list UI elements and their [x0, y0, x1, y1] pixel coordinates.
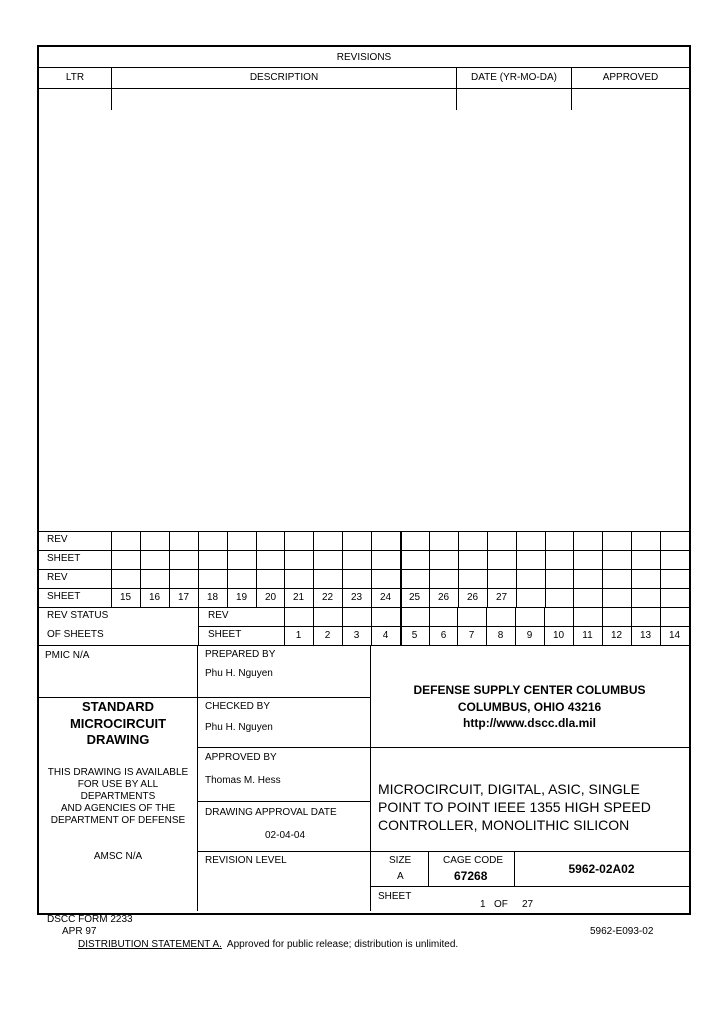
divider: [39, 645, 689, 646]
rev-status-label: REV STATUS: [47, 610, 109, 621]
upper-sheet-number: 26: [466, 592, 479, 603]
lower-sheet-number: 10: [552, 630, 565, 641]
avail-line: DEPARTMENT OF DEFENSE: [50, 815, 186, 826]
lower-status-grid: [39, 607, 689, 645]
form-number: DSCC FORM 2233: [47, 914, 133, 925]
upper-sheet-number: 21: [292, 592, 305, 603]
lower-sheet-number: 14: [668, 630, 681, 641]
divider: [197, 747, 370, 748]
divider: [197, 801, 370, 802]
std-line2: MICROCIRCUIT: [69, 715, 167, 731]
agency-address: COLUMBUS, OHIO 43216: [457, 699, 602, 714]
upper-sheet-number: 19: [235, 592, 248, 603]
size-label: SIZE: [389, 855, 412, 866]
desc-line2: POINT TO POINT IEEE 1355 HIGH SPEED: [378, 799, 651, 815]
approval-date: 02-04-04: [265, 830, 306, 841]
lower-sheet-number: 3: [353, 630, 360, 641]
divider: [39, 88, 689, 89]
drawing-description: [378, 780, 686, 834]
divider: [111, 67, 112, 110]
std-line1: STANDARD: [82, 699, 154, 714]
of-sheets-label: OF SHEETS: [47, 629, 104, 640]
divider: [197, 645, 198, 911]
rev-label: REV: [47, 572, 68, 583]
std-line3: DRAWING: [86, 732, 150, 747]
desc-line1: MICROCIRCUIT, DIGITAL, ASIC, SINGLE: [378, 781, 640, 797]
avail-line: DEPARTMENTS: [80, 791, 156, 802]
agency-name: DEFENSE SUPPLY CENTER COLUMBUS: [413, 683, 646, 697]
availability-notice: [39, 767, 197, 827]
lower-sheet-label: SHEET: [208, 629, 242, 640]
divider: [39, 67, 689, 68]
upper-sheet-number: 15: [119, 592, 132, 603]
lower-sheet-number: 5: [411, 630, 418, 641]
col-approved: APPROVED: [602, 72, 659, 83]
lower-sheet-number: 11: [582, 630, 593, 641]
lower-sheet-number: 1: [295, 630, 302, 641]
lower-sheet-number: 8: [497, 630, 504, 641]
size-value: A: [397, 871, 404, 882]
upper-sheet-number: 16: [148, 592, 161, 603]
divider: [660, 531, 661, 607]
avail-line: THIS DRAWING IS AVAILABLE: [47, 767, 189, 778]
lower-sheet-number: 13: [639, 630, 652, 641]
agency-block: [371, 682, 688, 732]
upper-sheet-columns: [111, 531, 689, 607]
divider: [428, 851, 429, 886]
upper-sheet-number: 22: [321, 592, 334, 603]
divider: [573, 531, 574, 607]
lower-sheet-number: 9: [526, 630, 533, 641]
col-description: DESCRIPTION: [249, 72, 319, 83]
desc-line3: CONTROLLER, MONOLITHIC SILICON: [378, 817, 630, 833]
lower-sheet-number: 4: [382, 630, 389, 641]
upper-sheet-number: 26: [437, 592, 450, 603]
divider: [516, 531, 517, 607]
upper-sheet-number: 27: [495, 592, 508, 603]
distribution-statement: [78, 939, 458, 951]
divider: [198, 607, 199, 645]
standard-drawing-title: [39, 699, 197, 749]
document-code: 5962-E093-02: [590, 926, 654, 937]
checked-by-label: CHECKED BY: [205, 701, 271, 712]
upper-sheet-number: 18: [206, 592, 219, 603]
sheet-of: OF: [494, 899, 508, 910]
divider: [370, 851, 689, 852]
divider: [631, 531, 632, 607]
approval-date-label: DRAWING APPROVAL DATE: [205, 807, 337, 818]
divider: [456, 67, 457, 110]
checked-by-name: Phu H. Nguyen: [205, 722, 273, 733]
distribution-label: DISTRIBUTION STATEMENT A.: [78, 939, 222, 950]
sheet-total: 27: [522, 899, 534, 910]
cage-code-label: CAGE CODE: [443, 855, 504, 866]
upper-sheet-number: 23: [350, 592, 363, 603]
distribution-text: Approved for public release; distribution is unlimited.: [226, 939, 459, 950]
avail-line: FOR USE BY ALL: [77, 779, 159, 790]
pmic: PMIC N/A: [45, 650, 90, 661]
divider: [197, 851, 370, 852]
sheet-label: SHEET: [47, 553, 81, 564]
upper-sheet-number: 20: [264, 592, 277, 603]
lower-sheet-columns: [284, 607, 689, 645]
avail-line: AND AGENCIES OF THE: [60, 803, 176, 814]
col-date: DATE (YR-MO-DA): [471, 72, 557, 83]
lower-sheet-number: 6: [440, 630, 447, 641]
sheet-label: SHEET: [47, 591, 81, 602]
lower-sheet-number: 12: [610, 630, 623, 641]
prepared-by-label: PREPARED BY: [205, 649, 276, 660]
approved-by-name: Thomas M. Hess: [205, 775, 281, 786]
divider: [39, 697, 197, 698]
upper-sheet-number: 24: [379, 592, 392, 603]
sheet-number: 1: [480, 899, 486, 910]
divider: [545, 531, 546, 607]
lower-sheet-number: 2: [324, 630, 331, 641]
divider: [370, 747, 689, 748]
form-date: APR 97: [62, 926, 97, 937]
upper-status-grid: [39, 531, 689, 607]
divider: [197, 697, 370, 698]
sheet-label: SHEET: [378, 891, 412, 902]
approved-by-label: APPROVED BY: [205, 752, 277, 763]
divider: [571, 67, 572, 110]
upper-sheet-number: 25: [408, 592, 421, 603]
rev-label: REV: [47, 534, 68, 545]
lower-sheet-number: 7: [468, 630, 475, 641]
lower-rev-label: REV: [208, 610, 229, 621]
divider: [602, 531, 603, 607]
agency-url: http://www.dscc.dla.mil: [463, 716, 596, 730]
amsc: AMSC N/A: [93, 851, 143, 862]
revision-level-label: REVISION LEVEL: [205, 855, 287, 866]
revisions-title: REVISIONS: [336, 52, 392, 63]
prepared-by-name: Phu H. Nguyen: [205, 668, 273, 679]
drawing-number: 5962-02A02: [568, 862, 635, 876]
col-ltr: LTR: [65, 72, 85, 83]
divider: [370, 886, 689, 887]
cage-code-value: 67268: [454, 869, 488, 883]
upper-sheet-number: 17: [177, 592, 190, 603]
